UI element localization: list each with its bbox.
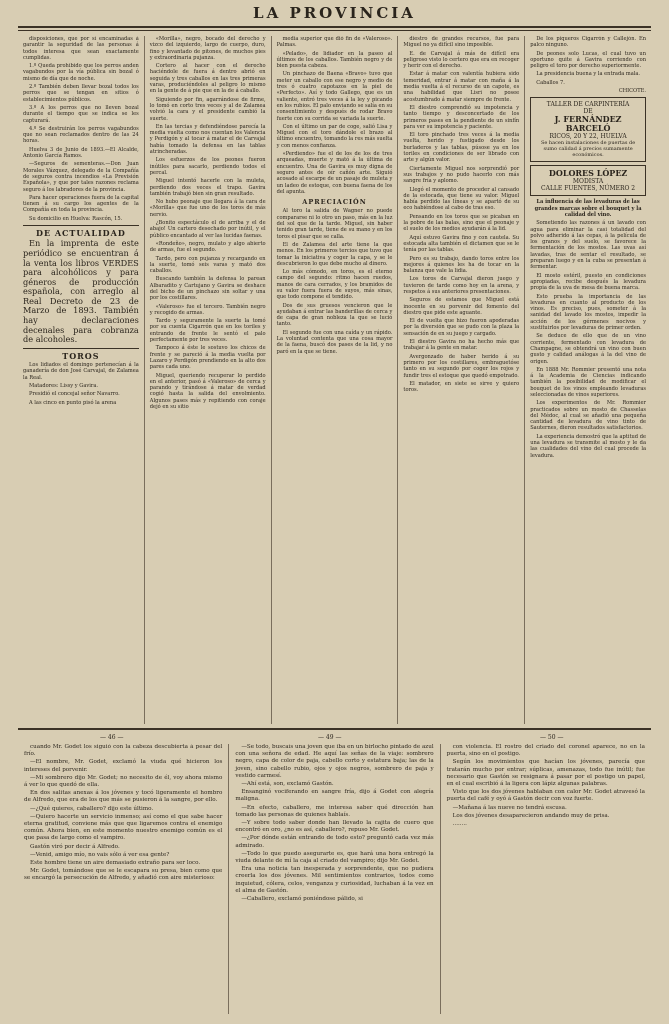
- ad-title: J. FERNÁNDEZ BARCELÓ: [554, 114, 622, 134]
- column-2: [144, 36, 271, 724]
- section-rule: [23, 225, 139, 226]
- paragraph: Los dos jóvenes desaparecieron andando muy de prisa.: [452, 812, 610, 819]
- paragraph: —Mañana á las nueve no tendrá escusa.: [452, 804, 567, 811]
- paragraph: —Venid, amigo mío, no vais sólo á ver esa gente?: [30, 851, 170, 858]
- feuilleton-column-1: [18, 744, 228, 1014]
- paragraph: Pero es su trabajo, dando toros entre los mejores á quienes les ha de tocar en la balanza que vale la lidia.: [403, 255, 520, 275]
- paragraph: Dos de sus gruesos vencieron que le ayudaban á entrar las banderillas de cerca y de capa de gran nobleza la que se lució tanto.: [276, 302, 393, 328]
- signature: CHICOTE.: [618, 88, 646, 95]
- paragraph: Siguiendo por fin, agarrándose de firme, lo tomó en corto tres veces y al de Zalamea volvió la cara y el presidente cambió la suerte.: [149, 96, 266, 122]
- paragraph: A las cinco en punto pisó la arena: [29, 399, 117, 406]
- paragraph: Era una noticia tan inesperada y sorprendente, que no pudiera creerla los dos jóvenes. Mil sentimientos contrarios, todos como inquietud, cólera, celos, venganza y curiosidad, luchaban á la vez en el alma de Gastón.: [235, 866, 434, 894]
- feuilleton-column-2: [228, 744, 439, 1014]
- paragraph: Miguel intentó hacerle con la muleta, perdiendo dos veces el trapo. Gavira también trabajó bien sin gran resultado.: [149, 178, 266, 197]
- paragraph: En 1888 Mr. Rommier presentó una nota á la Academia de Ciencias indicando también la posibilidad de modificar el bouquet de los vinos empleando levaduras seleccionadas de vinos superiores.: [530, 366, 646, 398]
- paragraph: Matadores: Lissy y Gavira.: [29, 383, 98, 390]
- feuilleton-column-3: [440, 744, 651, 1014]
- paragraph: cuando Mr. Godet los siguió con la cabeza descubierta á pesar del frío.: [24, 744, 223, 758]
- masthead-rule: [18, 26, 651, 28]
- paragraph: Lo más cómodo, en toros, es el eterno campo del segundo: ritmo hacen ruedos, manos de cara cerrados, y los bramidos de su valor fuera fuera de suyos, más sinas, que todo compone el tendido.: [276, 269, 393, 301]
- paragraph: De los piqueros Cigarrón y Callejón. En palco ninguno.: [530, 36, 646, 49]
- paragraph: Los toros de Carvajal dieron juego y tuvieron de tarde como hoy en la arena, y respetos á sus anteriores presentaciones.: [403, 276, 520, 295]
- paragraph: media superior que dió fin de «Valeroso». Palmas.: [276, 36, 393, 49]
- paragraph: —¿Qué quieres, caballero? dijo este último.: [30, 805, 154, 812]
- signature: Huelva 3 de Junio de 1893.—El Alcalde, Antonio García Ramos.: [23, 146, 139, 160]
- paragraph: Los esfuerzos de los peones fueron inútiles para sacarlo, perdiendo todos el percal.: [149, 157, 266, 176]
- paragraph: El de Zalamea del arte tiene la que menos. En los primeros tercios que tuvo que tomar la iniciativa y coger la capa, y se le descubrieron lo que debe mucho al dinero.: [276, 241, 393, 267]
- paragraph: con violencia. El rostro del criado del coronel aparece, no en la puerta, sino en el postigo.: [446, 744, 645, 758]
- paragraph: La experiencia demostró que la aptitud de una levadura se transmite al mosto y le da las cualidades del vino del cual procede la levadura.: [530, 433, 646, 459]
- paragraph: Avergonzado de haber herido á su primero por los costillares, embraguetóse tanto en su segundo por coger los rojos y fundir tres el estoque que quedó empotrado.: [403, 353, 520, 379]
- paragraph: Se deduce de ello que de un vino corriente, fermentado con levadura de Champagne, se obtendrá un vino con buen gusto y calidad análogas á la del vino de origen.: [530, 333, 646, 365]
- paragraph: Estar á matar con valentía hubiera sido temeridad, entrar á matar con maña á la media vuelta á el recurso de un capote, es una habilidad que Lisri no posee acostumbrado á matar siempre de frente.: [403, 71, 520, 103]
- paragraph: Esto prueba la importancia de las levaduras en cuanto al producto de los vinos. Es preciso, pues, someter á la sanidad del lavado los mostos, impedir la acción de los gérmenes nocivos y sustituirlos por levaduras de primer orden.: [530, 293, 646, 332]
- paragraph: «Morilla», negro, bocado del derecho y vizco del izquierdo, largo de cuerpo, duro, fino y levantado de pitones, de muchos pies y extraordinaria pujanza.: [149, 36, 266, 61]
- paragraph: «Perdiendo» fue el de los de los de tres arqueadas, muerte y mató á la última de encuentro. Una de Gavira es muy digna de seguro antes de oír cañón arte. Siguió acosado al escarpe de un pasaje de muleta y un ladeo de estoque, con buena faena de los del apunta.: [276, 151, 393, 195]
- paragraph: El diestro Gavira no ha hecho más que trabajar á la gente en matar.: [403, 339, 520, 352]
- feuilleton-rule: [18, 728, 651, 730]
- paragraph: El segundo fue con una caída y un rápido. La voluntad contenta que una cosa mayor de la faena, buscó dos pases de la lid, y no paró en la que se tiene.: [276, 329, 393, 355]
- paragraph: ¿Bonito espectáculo el de arriba y el de abajo! Un cartero desechado por inútil, y el público encantado al ver las lucidas faenas.: [149, 220, 266, 239]
- paragraph: Tardo, pero con pujanza y recargando en la suerte, tomó seis varas y mató dos caballos.: [149, 255, 266, 275]
- column-5: [524, 36, 651, 724]
- paragraph: —Quiero hacerte un servicio inmenso; así como el que sabe hacer eterna gratitud, conviene más que que ligaremos contra el enemigo común. Ahora bien, en este momento nuestro enemigo común es el que pasa de largo como el vampiro.: [24, 813, 223, 842]
- paragraph: Sometiendo las razones á un lavado con agua para eliminar la casi totalidad del polvo adherido á las cepas, á la película de los granos y del suelo, se favorece la fermentación de los mostos. Las uvas así lavadas, tras de sentar el resultado, se preparan luego y en la cuba se presentan á fermentar.: [530, 220, 646, 271]
- paragraph: De peones solo Lucas, el cual tuvo un oportuno quite á Gavira corriendo con peligro el toro por derecho superiormente.: [530, 50, 646, 70]
- ad-line: RICOS, 20 Y 22, HUELVA: [549, 133, 627, 141]
- paragraph: Tampoco á éste le sostuvo los chicos de frente y se pareció á la media vuelta por Lazaro y Perdigón prendiendo en la alto dos pares cada uno.: [149, 345, 266, 371]
- paragraph: En dos salitas anexas á los jóvenes y tocó ligeramente el hombro de Alfredo, que era de los que más se pusieron á la sangre, por ello.: [24, 790, 223, 804]
- paragraph: —¿Por dónde están entrando de todo esto? preguntó cada vez más admirado.: [235, 835, 434, 849]
- paragraph: Seguros de estamos que Miguel está inocente en su porvenir del fomento del diestro que pide este aguante.: [403, 297, 520, 316]
- section-rule: [23, 348, 139, 349]
- ad-line: CALLE FUENTES, NÚMERO 2: [541, 185, 636, 193]
- paragraph: No hubo peonaje que llegara á la cara de «Morilla» que fue uno de los toros de más nervio.: [149, 199, 266, 218]
- section-heading-apreciacion: APRECIACIÓN: [302, 198, 367, 207]
- paragraph: —Y sobre todo saber donde han llevado la cajita de cuero que encontró en oro, ¿no es así, caballero?, repuso Mr. Godet.: [235, 820, 434, 834]
- advertisement-modista: [530, 165, 646, 196]
- section-heading-actualidad: DE ACTUALIDAD: [36, 228, 126, 239]
- upper-columns: [18, 36, 651, 724]
- paragraph: Ensanginó vociferando en sangre fría, dijo á Godet con alegría maligna.: [235, 789, 434, 803]
- paragraph: La presidencia buena y la entrada mala.: [536, 71, 641, 78]
- column-1: [18, 36, 144, 724]
- paragraph: Visto que los dos jóvenes hablaban con calor Mr. Godet atravesó la puerta del café y oyó á Gastón decir con voz fuerte.: [446, 789, 645, 803]
- paragraph: E. de Carvajal á más de difícil era peligroso visto lo certero que era en recoger y herir con el derecho.: [403, 50, 520, 70]
- paragraph: Aquí estuvo Gavira fino y con cautela. Su estocada alta también el dictamen que se le tenía por las tablas.: [403, 234, 520, 254]
- paragraph: El de vuelta que hizo fueron apoderadas por la diversión que se pudo con la plaza la sensación de en su juego y cargado.: [403, 318, 520, 337]
- ad-title: DOLORES LÓPEZ: [548, 168, 628, 179]
- paragraph: Llegó el momento de proceder al cansado de la estocada, que tiene su valor. Miguel había perdido las líneas y se apartó de su eco habiéndose al cabo de tras eso.: [403, 186, 520, 212]
- paragraph: Ciertamente Miguel nos sorprendió por sus trabajos y no pudo hacerlo con más sangre fría y aplomo.: [403, 165, 520, 185]
- paragraph: Para hacer operaciones fuera de la capital tienen á su cargo los agentes de la Compañía en toda la provincia.: [23, 194, 139, 214]
- column-3: [271, 36, 398, 724]
- article-heading: La influencia de las levaduras de las grandes marcas sobre el bouquet y la calidad del vino.: [534, 199, 642, 218]
- feuilleton-columns: [18, 744, 651, 1014]
- paragraph: 3.º A los perros que no lleven bozal durante el tiempo que se indica se les capturará.: [23, 104, 139, 124]
- advertisement-carpinteria: [530, 97, 646, 162]
- ad-line: TALLER DE CARPINTERÍA: [546, 101, 630, 109]
- ad-line: MODISTA: [572, 178, 604, 186]
- paragraph: Buscando también la defensa lo parean Albaradito y Cartujano y Gavira se deshace del bicho de un pinchazo sin soltar y una por los costillares.: [149, 276, 266, 302]
- paragraph: Con el último un par de coge, salió Lisa y Miguel con el toro dándole el brazo al último encuentro, tomando la res más suelta y con menos confianza.: [276, 123, 393, 149]
- paragraph: «Valeroso» fue el tercero. También negro y recogido de armas.: [149, 303, 266, 316]
- paragraph: Según los movimientos que hacían los jóvenes, parecía que tratarán mucho por entrar; súplicas, amenazas, todo fue inútil; fue necesario que Gastón se resignara á pasar por el postigo un papel, en el cual escribió á la ligera con lápiz algunas palabras.: [446, 759, 645, 788]
- paragraph: —Se todo, buscaís una joven que iba en un birlocho pintado de azul con una señora de edad. He aquí las señas de la viaje: sombrero negro, capa de color de paja, cabello corto y estatura baja; las de la joven, sino cabello rubio, ojos y ojos negros, sombrero de paja y vestido carmesí.: [235, 744, 434, 779]
- paragraph: —El nombre, Mr. Godet, exclamó la viuda qué hicieron los intereses del porvenir.: [24, 759, 223, 773]
- masthead-rule-thin: [18, 30, 651, 31]
- paragraph: disposiciones, que por sí encaminadas á garantir la seguridad de las personas á todos interesa que sean exactamente cumplidas.: [23, 36, 139, 61]
- paragraph: En las tercias y defendiéndose parecía la media vuelta como nos cuentan los Valencia y Perdigón y al tocar á matar el de Carvajal había tomado la defensa en las tablas atrincheradas.: [149, 123, 266, 156]
- paragraph: 4.º Se destruirán los perros vagabundos que no sean reclamados dentro de las 24 horas.: [23, 125, 139, 145]
- paragraph: 2.º También deben llevar bozal todos los perros que se tengan en sitios ó establecimientos públicos.: [23, 84, 139, 103]
- actualidad-notice: En la imprenta de este periódico se encuentran á la venta los libros VERDES para alcohólicos y para géneros de producción española, con arreglo al Real Decreto de 23 de Marzo de 1893. También hay declaraciones decenales para cobranza de alcoholes.: [23, 238, 139, 345]
- paragraph: Gastón viró por decir á Alfredo.: [30, 843, 120, 850]
- paragraph: Mr. Godet, tomándose que se le escapara su presa, bien como que se encargó la persecución de Alfredo, y añadió con aire misterioso:: [24, 868, 223, 882]
- paragraph: Cortero al hacer con el derecho haciéndole de fuera á dentro abrió en seguida y tres caballos en las tres primeras varas, produciéndoles al peligro lo mismo en la gente de á pie que en la de á caballo.: [149, 63, 266, 95]
- paragraph: Su domicilio en Huelva: Rascón, 15.: [29, 215, 123, 222]
- paragraph: —Mi sombrero dijo Mr. Godet; no necesito de él, voy ahora mismo á ver lo que quedó de ella.: [24, 774, 223, 789]
- paragraph: Tardo y seguramente la suerte la tomó por su cuenta Cigarrón que en los toriles y entrando de frente le sentó el palo perfectamente por tres veces.: [149, 318, 266, 344]
- paragraph: Caballos 7.: [536, 79, 565, 86]
- paragraph: Este hombre tiene un aire demasiado extraño para ser loco.: [30, 860, 201, 867]
- newspaper-masthead: LA PROVINCIA: [253, 4, 416, 22]
- paragraph: Pensando en los toros que se picaban en la pobre de las balas, sino que el peonaje y el suelo de los medios ayudarán á la lid.: [403, 213, 520, 233]
- paragraph: —Ahí está, son, exclamó Gastón.: [241, 781, 334, 788]
- paragraph: El matador, en siete se sirve y quiero toros.: [403, 380, 520, 394]
- paragraph: «Pelado», de lidiador en la paseo al últimos de los caballos. También negro y de bien puesta cabeza.: [276, 50, 393, 70]
- paragraph: Miguel, queriendo recuperar lo perdido en el anterior, pasó á «Valeroso» de cerca y parando y tirándose á matar de verdad cogió hasta la salida del envolmiento. Algunos pases más y repitiendo con coraje dejó en su sitio: [149, 372, 266, 411]
- paragraph: El toro pinchado tres veces á la media vuelta, herido y fustigado desde los burladeros y las tablas, púsose ya en los toriles en condiciones de ser librado con arte y algún valor.: [403, 132, 520, 164]
- page-folio: — 50 —: [540, 734, 564, 741]
- column-4: [397, 36, 524, 724]
- paragraph: 1.º Queda prohibido que los perros anden vagabundos por la vía pública sin bozal ó mismo de día que de noche.: [23, 63, 139, 82]
- paragraph: diestro de grandes recursos, fue para Miguel no ya difícil sino imposible.: [403, 36, 520, 49]
- paragraph: Un pinchazo de Baena «Bravo» tuvo que meter un caballo con ese negro y medio de tres ó cuatro capotazos en la piel de «Perfecto». Así y todo Gallego, que es un valiente, entró tres veces á la ley y picando en los rubios. El palo enviando se salía en su consentimiento y después de rodar Bravo fuerte con su corrida se variada la suerte.: [276, 71, 393, 122]
- paragraph: —Todo lo que puedo asegurarte es, que hará una hora entregó la viuda delante de mí la caja al criado del vampiro; dijo Mr. Godet.: [235, 850, 434, 865]
- paragraph: —Caballero, exclamó poniéndose pálido, si: [241, 896, 363, 903]
- paragraph: Los lidiados el domingo pertenecían á la ganadería de don José Carvajal, de Zalamea la Real.: [23, 362, 139, 381]
- ad-line: Se hacen instalaciones de puertas de sumo calidad á precios sumamente económicos.: [540, 140, 636, 159]
- paragraph: El mosto estéril, puesto en condiciones apropiadas, recibe después la levadura propia de la uva de mesa de buena marca.: [530, 272, 646, 292]
- paragraph: El diestro comprendió su impotencia y tanto tiempo y desconcertado de los primeros pases en la pendiente de un sinfín para ver su impotencia y paciente.: [403, 104, 520, 130]
- paragraph: —Seguros de sementeras.—Don Juan Morales Vázquez, delegado de la Compañía de seguros contra incendios «La Previsión Española», y que por tales razones reclama seguro á los labradores de la provincia.: [23, 161, 139, 193]
- paragraph: ........: [452, 821, 467, 828]
- page-folio: — 46 —: [100, 734, 124, 741]
- paragraph: Los experimentos de Mr. Rommier practicados sobre un mosto de Chasselas del Médoc, al cual se añadió una pequeña cantidad de levadura de vino tinto de Sauternes, dieron resultados satisfactorios.: [530, 400, 646, 432]
- ad-line: DE: [583, 108, 593, 116]
- section-heading-toros: TOROS: [62, 350, 100, 361]
- page-folio: — 49 —: [318, 734, 342, 741]
- paragraph: Al toro la salida de Wagner no puede compararse ni lo otro un paso, más en la luz del sol que de la tarde. Miguel, sin haber tenido gran tarde, tiene de su mano y en los toros el pisar que se calla.: [276, 208, 393, 240]
- paragraph: —En efecto, caballero, me interesa saber qué dirección han tomado las personas de quienes hablaís.: [235, 804, 434, 818]
- paragraph: Presidió el concejal señor Navarro.: [29, 391, 120, 398]
- paragraph: «Rondeño», negro, mulato y algo abierto de armas, fue el segundo.: [149, 240, 266, 254]
